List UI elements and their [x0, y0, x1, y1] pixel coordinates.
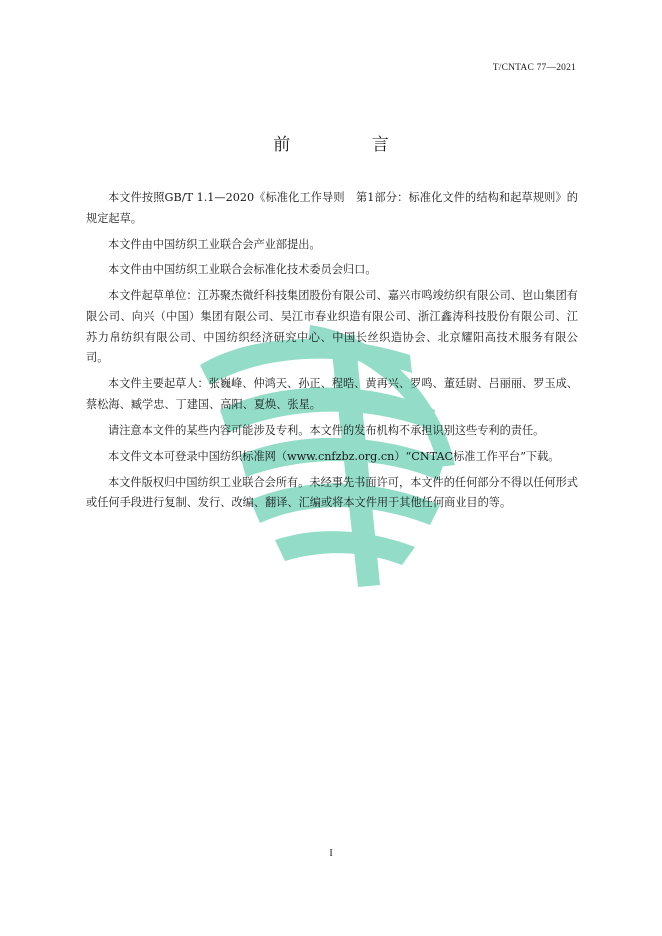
- paragraph: 本文件文本可登录中国纺织标准网（www.cnfzbz.org.cn）“CNTAC标准工作平台”下载。: [108, 449, 560, 463]
- page-number: I: [329, 848, 333, 859]
- paragraph: 本文件由中国纺织工业联合会产业部提出。: [108, 237, 321, 251]
- paragraph: 本文件版权归中国纺织工业联合会所有。未经事先书面许可，本文件的任何部分不得以任何形式或任何手段进行复制、发行、改编、翻译、汇编或将本文件用于其他任何商业目的等。: [86, 475, 578, 510]
- foreword-body: [86, 188, 578, 519]
- page-title: 前 言: [273, 135, 427, 155]
- standard-code: T/CNTAC 77—2021: [492, 63, 576, 73]
- paragraph: 请注意本文件的某些内容可能涉及专利。本文件的发布机构不承担识别这些专利的责任。: [108, 423, 545, 437]
- paragraph: 本文件由中国纺织工业联合会标准化技术委员会归口。: [108, 263, 377, 277]
- paragraph: 本文件主要起草人：张巍峰、仲鸿天、孙正、程晧、黄再兴、罗鸣、董廷尉、吕丽丽、罗玉成、蔡松海、臧学忠、丁建国、高阳、夏焕、张星。: [86, 377, 578, 412]
- paragraph: 本文件按照GB/T 1.1—2020《标准化工作导则 第1部分：标准化文件的结构和起草规则》的规定起草。: [86, 191, 578, 225]
- paragraph: 本文件起草单位：江苏聚杰微纤科技集团股份有限公司、嘉兴市鸣竣纺织有限公司、岜山集团有限公司、向兴（中国）集团有限公司、吴江市春业织造有限公司、浙江鑫涛科技股份有限公司、江苏力帛纺织有限公司、中国纺织经济研究中心、中国长丝织造协会、北京耀阳高技术服务有限公司。: [86, 289, 578, 365]
